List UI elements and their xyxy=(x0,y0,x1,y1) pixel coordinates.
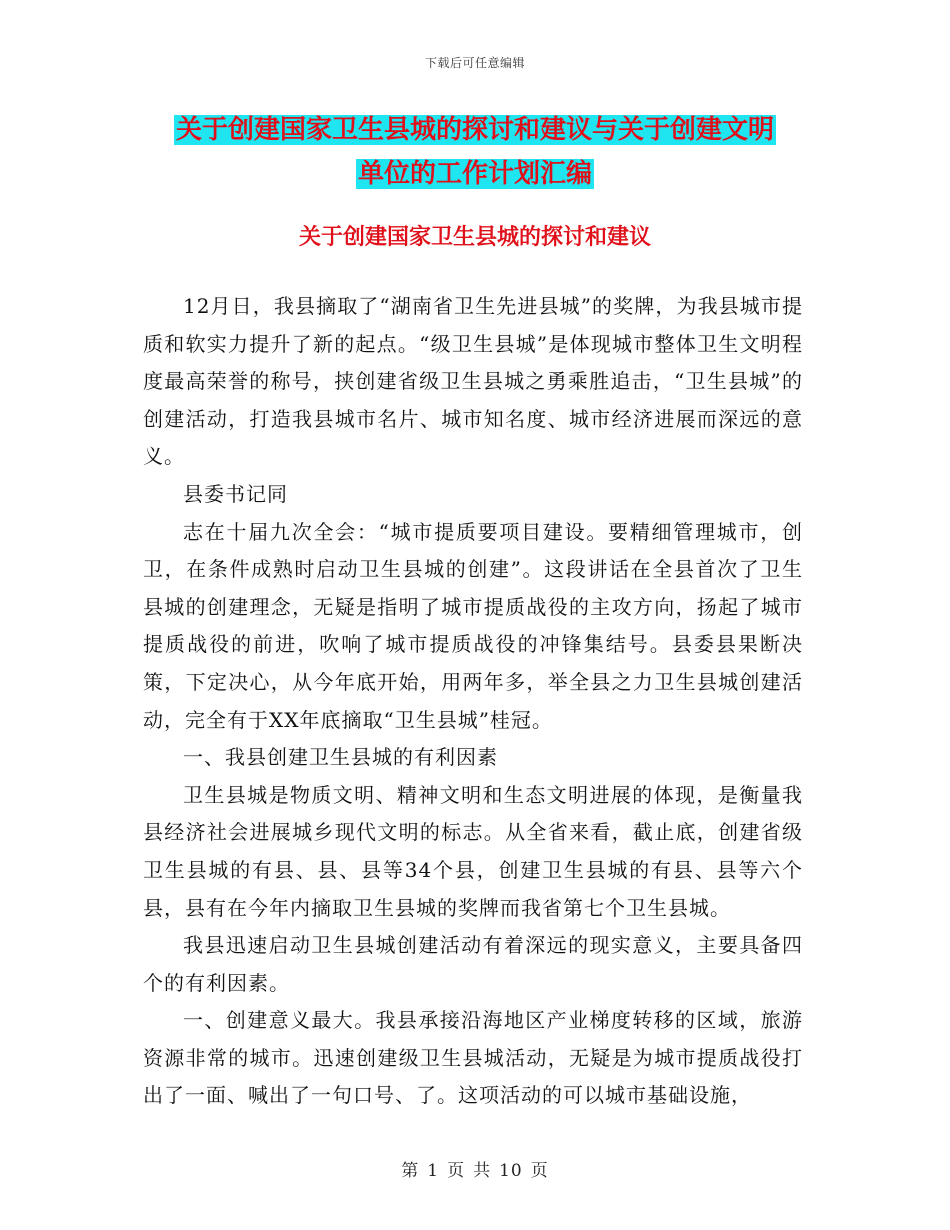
paragraph: 志在十届九次全会：“城市提质要项目建设。要精细管理城市，创卫，在条件成熟时启动卫生县城的创建”。这段讲话在全县首次了卫生县城的创建理念，无疑是指明了城市提质战役的主攻方向，扬起了城市提质战役的前进，吹响了城市提质战役的冲锋集结号。县委县果断决策，下定决心，从今年底开始，用两年多，举全县之力卫生县城创建活动，完全有于XX年底摘取“卫生县城”桂冠。 xyxy=(143,519,803,732)
page-label-suffix: 页 xyxy=(530,1161,549,1181)
document-title xyxy=(0,108,950,196)
paragraph: 一、创建意义最大。我县承接沿海地区产业梯度转移的区域，旅游资源非常的城市。迅速创建级卫生县城活动，无疑是为城市提质战役打出了一面、喊出了一句口号、了。这项活动的可以城市基础设施， xyxy=(143,1008,803,1108)
document-title-line-2: 单位的工作计划汇编 xyxy=(357,159,592,189)
paragraph: 一、我县创建卫生县城的有利因素 xyxy=(183,745,498,770)
page-label-prefix: 第 xyxy=(401,1161,420,1181)
paragraph: 县委书记同 xyxy=(183,481,288,506)
total-pages: 10 xyxy=(499,1161,523,1181)
page-label-mid: 页 xyxy=(447,1161,466,1181)
body-text xyxy=(143,288,803,1115)
page-header: 下载后可任意编辑 xyxy=(424,56,525,70)
page-number: 1 xyxy=(427,1161,440,1181)
page-footer xyxy=(0,1156,950,1181)
paragraph: 12月日，我县摘取了“湖南省卫生先进县城”的奖牌，为我县城市提质和软实力提升了新的起点。“级卫生县城”是体现城市整体卫生文明程度最高荣誉的称号，挟创建省级卫生县城之勇乘胜追击，“卫生县城”的创建活动，打造我县城市名片、城市知名度、城市经济进展而深远的意义。 xyxy=(143,294,803,469)
total-label: 共 xyxy=(473,1161,492,1181)
paragraph: 我县迅速启动卫生县城创建活动有着深远的现实意义，主要具备四个的有利因素。 xyxy=(143,933,803,995)
paragraph: 卫生县城是物质文明、精神文明和生态文明进展的体现，是衡量我县经济社会进展城乡现代文明的标志。从全省来看，截止底，创建省级卫生县城的有县、县、县等34个县，创建卫生县城的有县、县等六个县，县有在今年内摘取卫生县城的奖牌而我省第七个卫生县城。 xyxy=(143,782,803,920)
section-title: 关于创建国家卫生县城的探讨和建议 xyxy=(298,224,651,250)
document-title-line-1: 关于创建国家卫生县城的探讨和建议与关于创建文明 xyxy=(175,115,774,145)
